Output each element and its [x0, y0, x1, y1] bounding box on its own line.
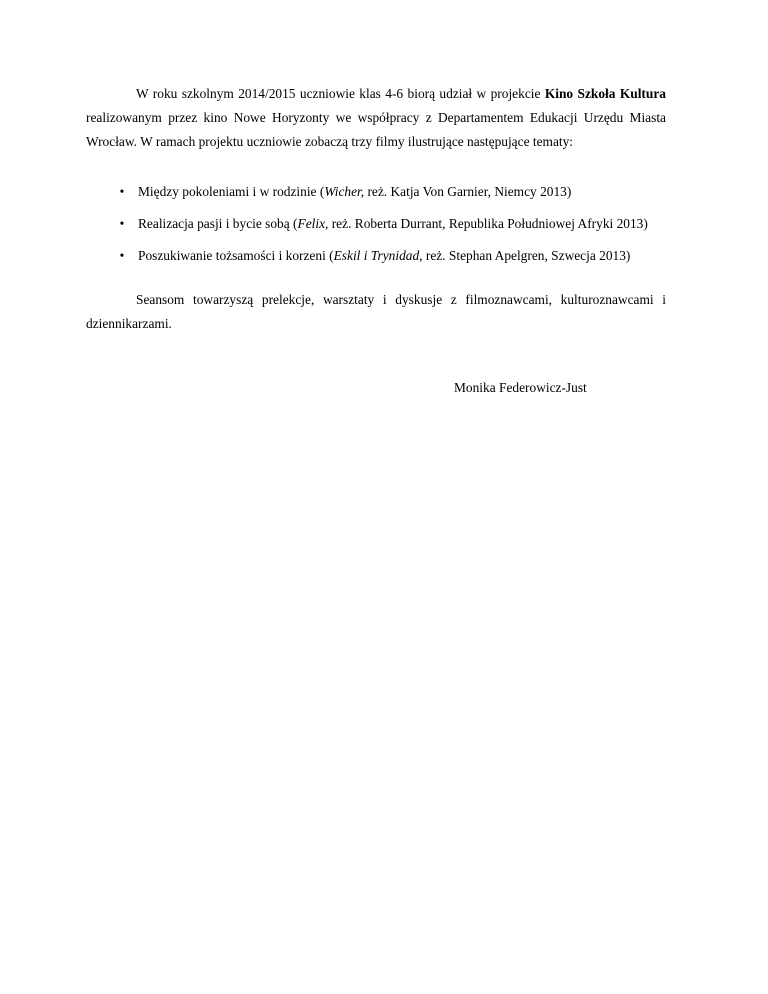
topics-list: [86, 180, 666, 276]
bullet-icon: •: [119, 184, 125, 199]
bullet-icon: •: [119, 216, 125, 231]
closing-paragraph: Seansom towarzyszą prelekcje, warsztaty i dyskusje z filmoznawcami, kulturoznawcami i dziennikarzami.: [86, 292, 666, 331]
bullet-icon: •: [119, 248, 125, 263]
list-item-topic-1: [86, 180, 666, 204]
topic-theme: Realizacja pasji i bycie sobą (: [138, 216, 298, 231]
list-item-topic-3: [86, 244, 666, 268]
intro-text-end: realizowanym przez kino Nowe Horyzonty we współpracy z Departamentem Edukacji Urzędu Miasta Wrocław. W ramach projektu uczniowie zobaczą trzy filmy ilustrujące następujące tematy:: [86, 110, 666, 149]
project-name: Kino Szkoła Kultura: [544, 86, 666, 101]
list-item-topic-2: [86, 212, 666, 236]
intro-text-start: W roku szkolnym 2014/2015 uczniowie klas 4-6 biorą udział w projekcie: [136, 86, 545, 101]
topic-theme: Między pokoleniami i w rodzinie (: [138, 184, 325, 199]
film-details: , reż. Roberta Durrant, Republika Południowej Afryki 2013): [325, 216, 648, 231]
film-title: Felix: [297, 216, 326, 231]
film-details: reż. Katja Von Garnier, Niemcy 2013): [364, 184, 572, 199]
intro-paragraph: [86, 82, 666, 154]
signature-name: Monika Federowicz-Just: [454, 380, 587, 395]
film-title: Wicher,: [324, 184, 365, 199]
topic-theme: Poszukiwanie tożsamości i korzeni (: [138, 248, 334, 263]
film-title: Eskil i Trynidad: [333, 248, 420, 263]
film-details: , reż. Stephan Apelgren, Szwecja 2013): [419, 248, 631, 263]
